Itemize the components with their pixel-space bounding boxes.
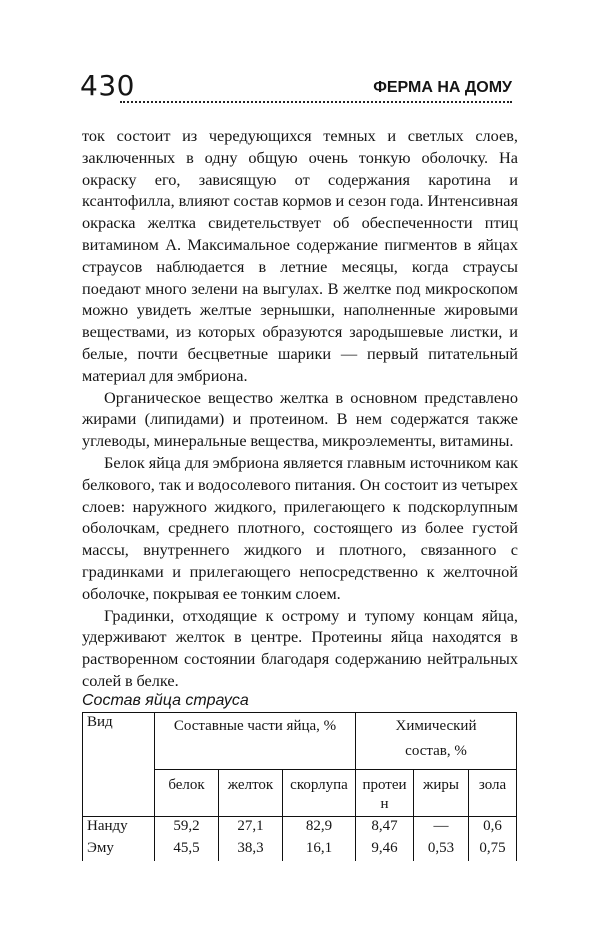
header-chemical-composition [356, 713, 517, 770]
cell-yolk: 27,1 [219, 817, 283, 840]
header-ash: зола [469, 770, 517, 817]
cell-kind: Эму [83, 839, 155, 861]
cell-ash: 0,75 [469, 839, 517, 861]
header-dotted-rule [120, 101, 512, 103]
header-shell: скорлупа [283, 770, 356, 817]
cell-protein: 9,46 [356, 839, 414, 861]
header-kind: Вид [83, 713, 155, 817]
cell-white: 59,2 [155, 817, 219, 840]
table-row [83, 817, 517, 840]
header-protein: протеин [356, 770, 414, 817]
cell-shell: 82,9 [283, 817, 356, 840]
cell-yolk: 38,3 [219, 839, 283, 861]
header-chemical-line2: состав, % [405, 743, 467, 759]
table-caption: Состав яйца страуса [82, 692, 249, 709]
cell-fats: — [414, 817, 469, 840]
table-header-row [83, 713, 517, 770]
egg-composition-table [82, 712, 517, 861]
paragraph-yolk-structure: ток состоит из чередующихся темных и светлых слоев, заключенных в одну общую очень тонкую оболочку. На окраску его, зависящую от содержания каротина и ксантофилла, влияют состав кормов и сезон года. Интенсивная окраска желтка свидетельствует об обеспеченности птиц витамином А. Максимальное содержание пигментов в яйцах страусов наблюдается в летние месяцы, когда страусы поедают много зелени на выгулах. В желтке под микроскопом можно увидеть желтые зернышки, наполненные жировыми веществами, из которых образуются зародышевые листки, и белые, почти бесцветные шарики — первый питательный материал для эмбриона. [82, 126, 518, 385]
cell-protein: 8,47 [356, 817, 414, 840]
paragraph-egg-white: Белок яйца для эмбриона является главным источником как белкового, так и водосолевого питания. Он состоит из четырех слоев: наружного жидкого, прилегающего к подскорлупным оболочкам, среднего плотного, состоящего из более густой массы, внутреннего жидкого и плотного, связанного с градинками и прилегающего непосредственно к желточной оболочке, покрывая ее тонким слоем. [82, 452, 518, 603]
paragraph-yolk-composition: Органическое вещество желтка в основном представлено жирами (липидами) и протеином. В нем содержатся также углеводы, минеральные вещества, микроэлементы, витамины. [82, 387, 518, 451]
table-row [83, 839, 517, 861]
cell-fats: 0,53 [414, 839, 469, 861]
header-white: белок [155, 770, 219, 817]
running-title: ФЕРМА НА ДОМУ [373, 79, 512, 96]
header-yolk: желток [219, 770, 283, 817]
body-text [82, 125, 518, 692]
header-egg-parts: Составные части яйца, % [155, 713, 356, 770]
header-fats: жиры [414, 770, 469, 817]
cell-shell: 16,1 [283, 839, 356, 861]
cell-kind: Нанду [83, 817, 155, 840]
page-number: 430 [80, 69, 135, 102]
paragraph-chalazae: Градинки, отходящие к острому и тупому концам яйца, удерживают желток в центре. Протеины яйца находятся в растворенном состоянии благодаря содержанию нейтральных солей в белке. [82, 605, 518, 690]
cell-white: 45,5 [155, 839, 219, 861]
cell-ash: 0,6 [469, 817, 517, 840]
header-chemical-line1: Химический [395, 718, 477, 734]
